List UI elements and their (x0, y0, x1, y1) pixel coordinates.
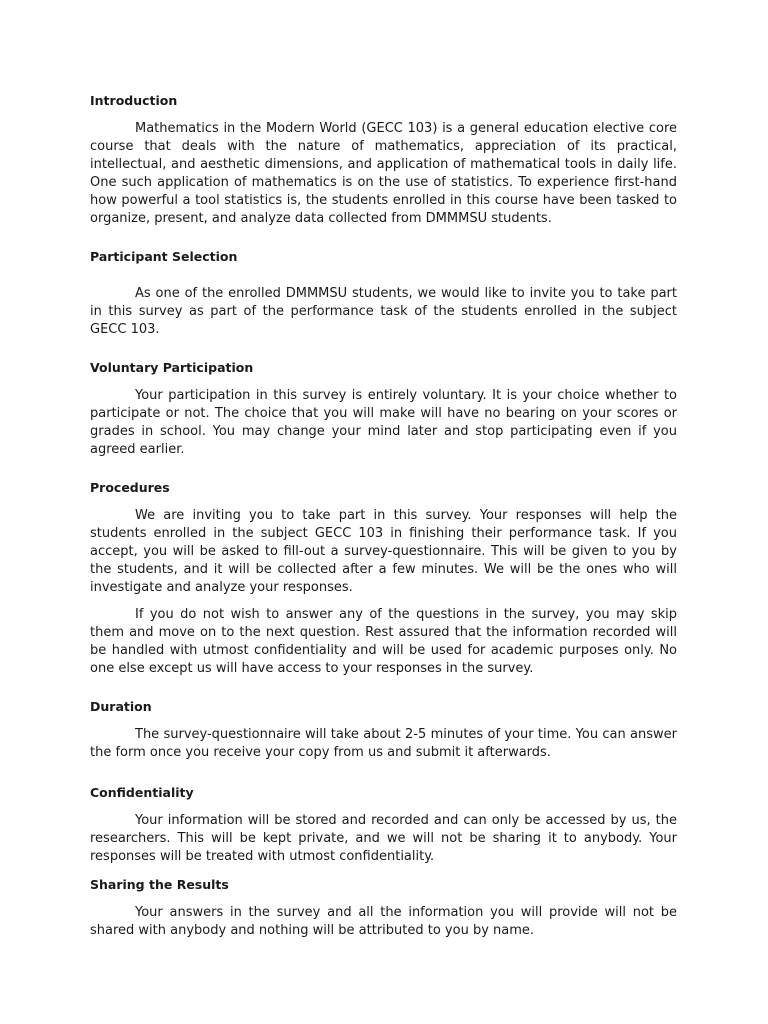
paragraph-procedures-2: If you do not wish to answer any of the questions in the survey, you may skip them and move on to the next question. Rest assured that the information recorded will be handled with utmost confidentiality and will be used for academic purposes only. No one else except us will have access to your responses in the survey. (90, 607, 677, 676)
section-heading-voluntary-participation: Voluntary Participation (90, 360, 254, 375)
section-heading-sharing-the-results: Sharing the Results (90, 877, 229, 892)
paragraph-sharing-the-results: Your answers in the survey and all the information you will provide will not be shared with anybody and nothing will be attributed to you by name. (90, 905, 677, 938)
paragraph-introduction: Mathematics in the Modern World (GECC 103) is a general education elective core course that deals with the nature of mathematics, appreciation of its practical, intellectual, and aesthetic dimensions, and application of mathematical tools in daily life. One such application of mathematics is on the use of statistics. To experience first-hand how powerful a tool statistics is, the students enrolled in this course have been tasked to organize, present, and analyze data collected from DMMMSU students. (90, 121, 677, 226)
section-introduction (90, 92, 677, 228)
paragraph-participant-selection: As one of the enrolled DMMMSU students, we would like to invite you to take part in this survey as part of the performance task of the students enrolled in the subject GECC 103. (90, 286, 677, 337)
document-page (90, 92, 677, 940)
section-heading-duration: Duration (90, 699, 152, 714)
section-duration (90, 698, 677, 762)
section-sharing-the-results (90, 876, 677, 940)
section-confidentiality (90, 784, 677, 866)
section-participant-selection (90, 248, 677, 339)
section-procedures (90, 479, 677, 678)
paragraph-voluntary-participation: Your participation in this survey is entirely voluntary. It is your choice whether to participate or not. The choice that you will make will have no bearing on your scores or grades in school. You may change your mind later and stop participating even if you agreed earlier. (90, 388, 677, 457)
paragraph-confidentiality: Your information will be stored and recorded and can only be accessed by us, the researchers. This will be kept private, and we will not be sharing it to anybody. Your responses will be treated with utmost confidentiality. (90, 813, 677, 864)
paragraph-duration: The survey-questionnaire will take about 2-5 minutes of your time. You can answer the form once you receive your copy from us and submit it afterwards. (90, 727, 677, 760)
section-heading-introduction: Introduction (90, 93, 178, 108)
paragraph-procedures-1: We are inviting you to take part in this survey. Your responses will help the students enrolled in the subject GECC 103 in finishing their performance task. If you accept, you will be asked to fill-out a survey-questionnaire. This will be given to you by the students, and it will be collected after a few minutes. We will be the ones who will investigate and analyze your responses. (90, 508, 677, 595)
section-heading-participant-selection: Participant Selection (90, 249, 238, 264)
section-heading-confidentiality: Confidentiality (90, 785, 194, 800)
section-voluntary-participation (90, 359, 677, 459)
section-heading-procedures: Procedures (90, 480, 170, 495)
